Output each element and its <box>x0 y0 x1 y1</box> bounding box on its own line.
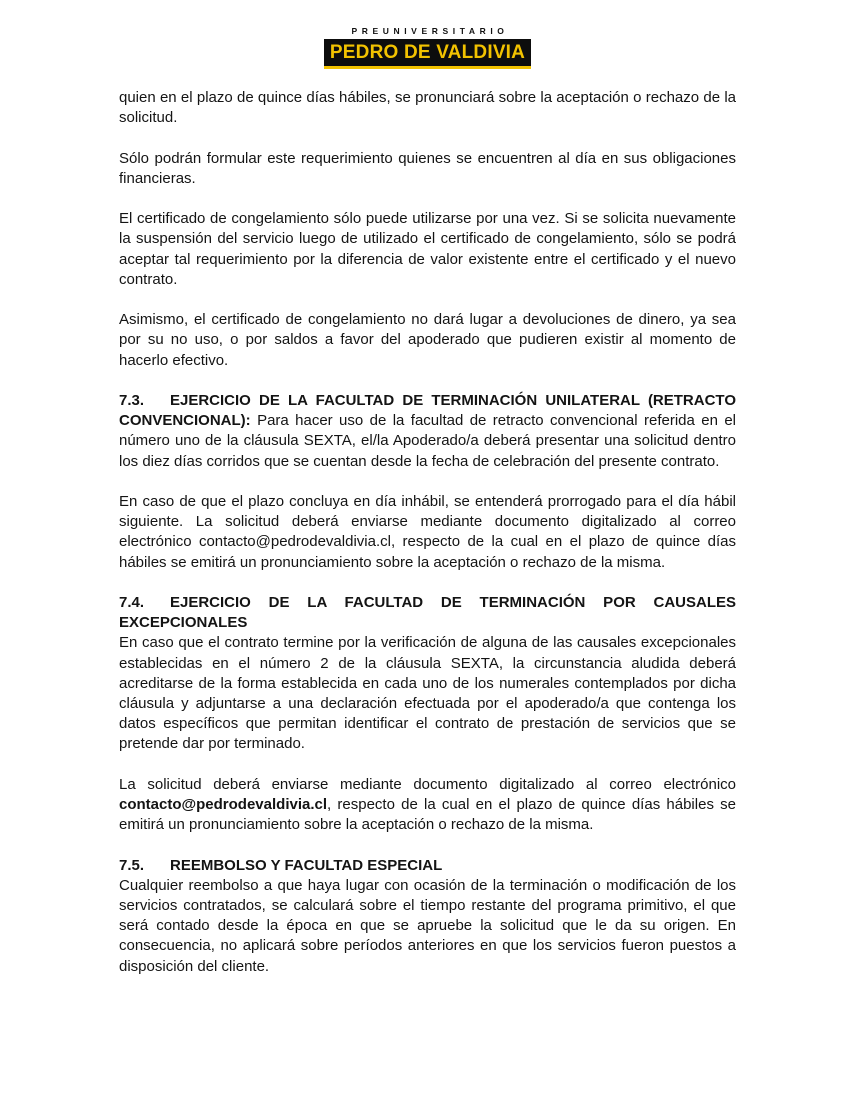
logo-top-text: PREUNIVERSITARIO <box>351 26 509 36</box>
email-address: contacto@pedrodevaldivia.cl <box>119 796 328 813</box>
section-number: 7.3. <box>119 391 145 409</box>
paragraph <box>119 775 736 836</box>
section-7-4-heading <box>119 593 736 633</box>
text-fragment: La solicitud deberá enviarse mediante documento digitalizado al correo electrónico <box>119 775 736 793</box>
logo-main-text: PEDRO DE VALDIVIA <box>324 39 531 69</box>
section-body: Cualquier reembolso a que haya lugar con ocasión de la terminación o modificación de los servicios contratados, se calculará sobre el tiempo restante del programa primitivo, el que será contado desde la época en que se apruebe la solicitud que le da su origen. En consecuencia, no aplicará sobre períodos anteriores en que los servicios fueron puestos a disposición del cliente. <box>119 876 736 975</box>
section-number: 7.4. <box>119 593 145 611</box>
section-title: REEMBOLSO Y FACULTAD ESPECIAL <box>170 856 443 874</box>
paragraph: El certificado de congelamiento sólo puede utilizarse por una vez. Si se solicita nuevamente la suspensión del servicio luego de utilizado el certificado de congelamiento, sólo se podrá aceptar tal requerimiento por la diferencia de valor existente entre el certificado y el nuevo contrato. <box>119 210 736 288</box>
section-7-5-heading <box>119 856 736 876</box>
section-title: EJERCICIO DE LA FACULTAD DE TERMINACIÓN UNILATERAL (RETRACTO CONVENCIONAL): <box>119 391 736 430</box>
section-7-3 <box>119 391 736 472</box>
paragraph: Sólo podrán formular este requerimiento quienes se encuentren al día en sus obligaciones financieras. <box>119 149 736 187</box>
section-number: 7.5. <box>119 856 145 874</box>
paragraph: Asimismo, el certificado de congelamiento no dará lugar a devoluciones de dinero, ya sea por su no uso, o por saldos a favor del apoderado que pudieren existir al momento de hacerlo efectivo. <box>119 311 736 369</box>
section-body: En caso que el contrato termine por la verificación de alguna de las causales excepcionales establecidas en el número 2 de la cláusula SEXTA, la circunstancia aludida deberá acreditarse de la forma establecida en cada uno de los numerales contemplados por dicha cláusula y adjuntarse a una declaración efectuada por el apoderado/a que contenga los datos específicos que permitan identificar el contrato de prestación de servicios que se pretende dar por terminado. <box>119 634 736 753</box>
text-fragment: , respecto de la cual en el plazo de quince días hábiles se emitirá un pronunciamiento sobre la aceptación o rechazo de la misma. <box>119 796 736 834</box>
institution-logo <box>0 26 855 69</box>
document-body <box>119 88 736 977</box>
paragraph: quien en el plazo de quince días hábiles, se pronunciará sobre la aceptación o rechazo de la solicitud. <box>119 89 736 127</box>
section-title: EJERCICIO DE LA FACULTAD DE TERMINACIÓN POR CAUSALES EXCEPCIONALES <box>119 593 736 632</box>
paragraph: En caso de que el plazo concluya en día inhábil, se entenderá prorrogado para el día hábil siguiente. La solicitud deberá enviarse mediante documento digitalizado al correo electrónico contacto@pedrodevaldivia.cl, respecto de la cual en el plazo de quince días hábiles se emitirá un pronunciamiento sobre la aceptación o rechazo de la misma. <box>119 492 736 571</box>
section-body: Para hacer uso de la facultad de retracto convencional referida en el número uno de la cláusula SEXTA, el/la Apoderado/a deberá presentar una solicitud dentro los diez días corridos que se cuentan desde la fecha de celebración del presente contrato. <box>119 412 736 470</box>
